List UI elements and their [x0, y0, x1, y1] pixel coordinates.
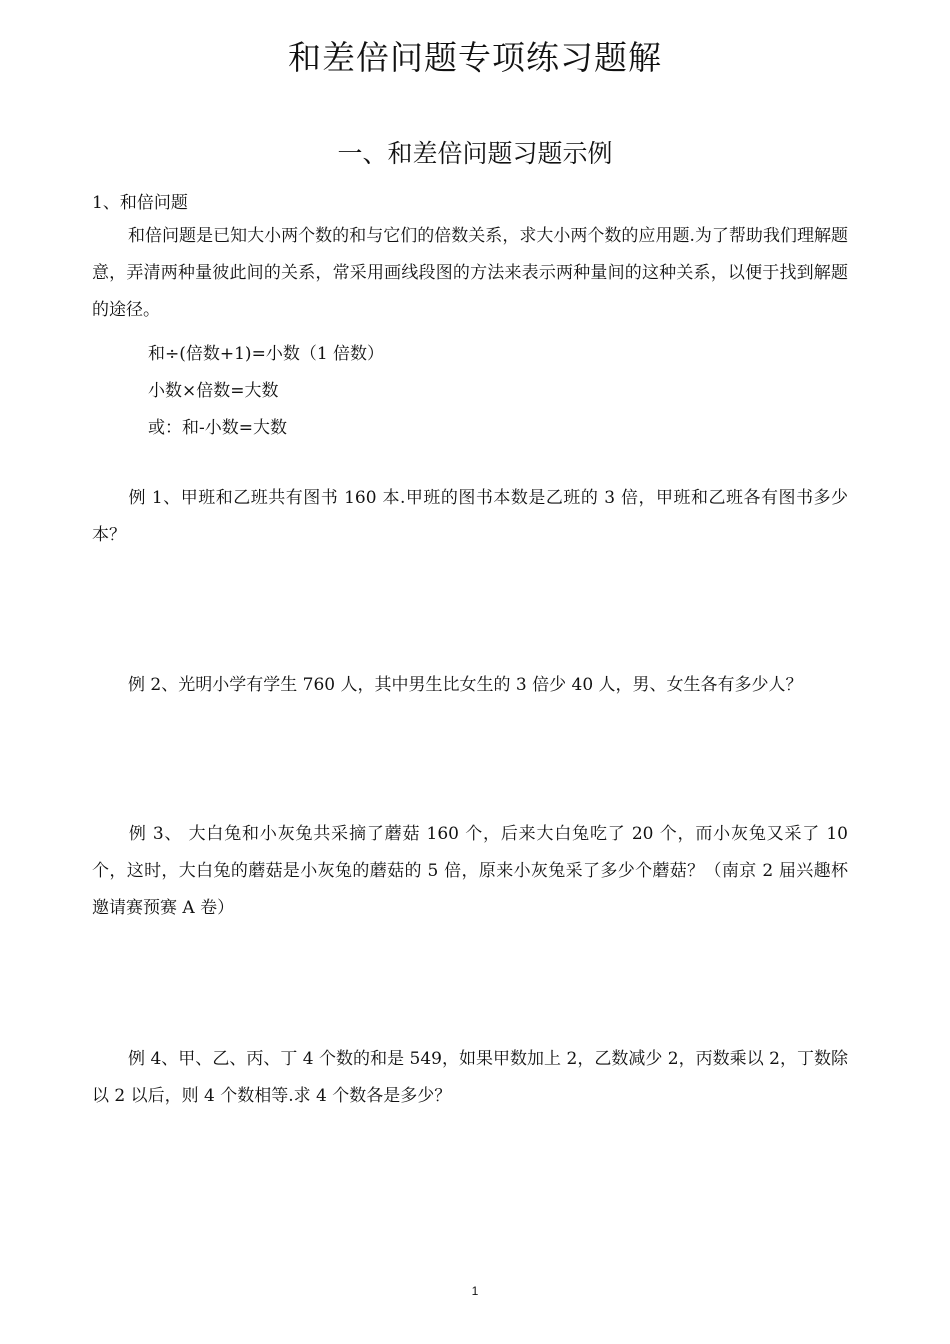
example-2-text: 例 2、光明小学有学生 760 人，其中男生比女生的 3 倍少 40 人，男、女生各有多少人？ — [128, 675, 803, 695]
example-3-text: 例 3、 大白兔和小灰兔共采摘了蘑菇 160 个，后来大白兔吃了 20 个，而小灰兔又采了 10 个，这时，大白兔的蘑菇是小灰兔的蘑菇的 5 倍，原来小灰兔采了多少个蘑菇？（南京 2 届兴趣杯邀请赛预赛 A 卷） — [92, 824, 848, 918]
example-1 — [92, 480, 848, 554]
example-3 — [92, 816, 848, 927]
formula-alternative: 或：和-小数=大数 — [148, 418, 287, 438]
example-4 — [92, 1041, 848, 1115]
example-1-text: 例 1、甲班和乙班共有图书 160 本.甲班的图书本数是乙班的 3 倍，甲班和乙班各有图书多少本？ — [92, 488, 848, 545]
formula-large-number: 小数×倍数=大数 — [148, 381, 279, 401]
section-heading: 一、和差倍问题习题示例 — [337, 139, 613, 168]
example-2 — [92, 667, 848, 704]
intro-paragraph-text: 和倍问题是已知大小两个数的和与它们的倍数关系，求大小两个数的应用题.为了帮助我们理解题意，弄清两种量彼此间的关系，常采用画线段图的方法来表示两种量间的这种关系，以便于找到解题的途径。 — [92, 226, 848, 320]
formula-small-number: 和÷(倍数+1)=小数（1 倍数） — [148, 344, 385, 364]
example-4-text: 例 4、甲、乙、丙、丁 4 个数的和是 549，如果甲数加上 2，乙数减少 2，丙数乘以 2，丁数除以 2 以后，则 4 个数相等.求 4 个数各是多少？ — [92, 1049, 848, 1106]
intro-paragraph — [92, 218, 848, 329]
subsection-heading: 1、和倍问题 — [92, 193, 188, 213]
document-title: 和差倍问题专项练习题解 — [288, 38, 662, 77]
page-number: 1 — [471, 1284, 479, 1298]
